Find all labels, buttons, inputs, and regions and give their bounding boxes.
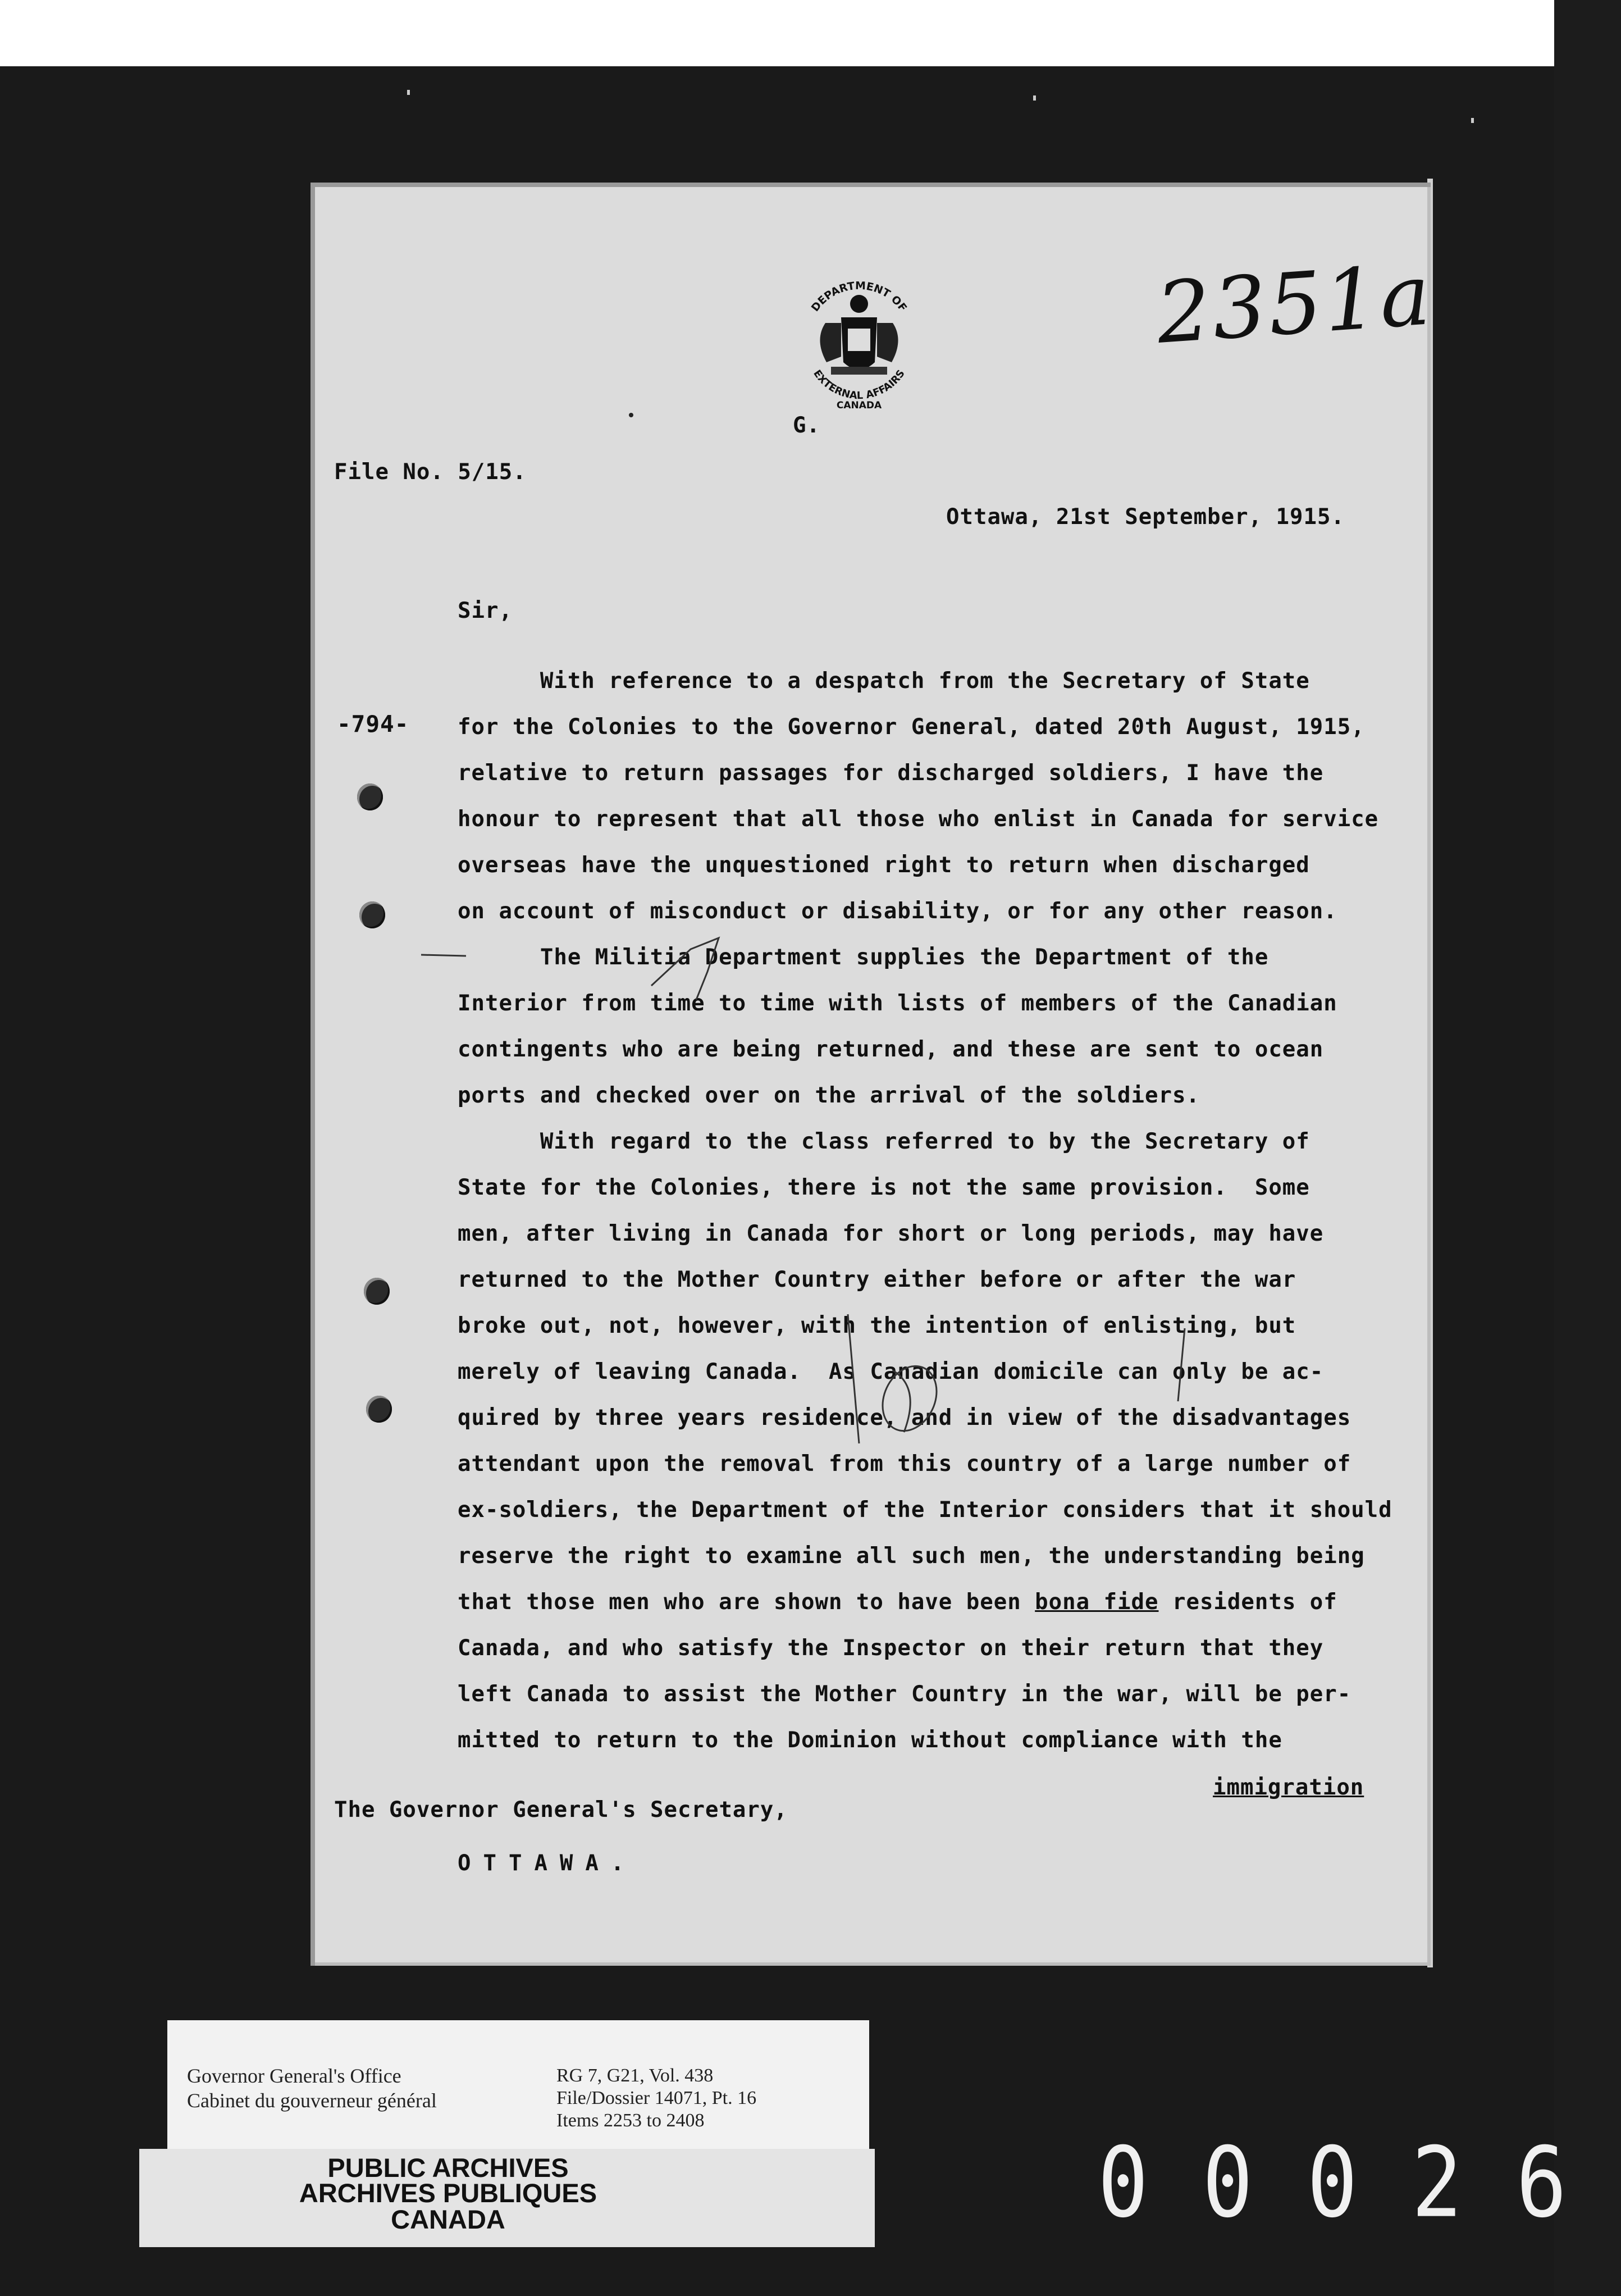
addressee: The Governor General's Secretary, [334,1797,788,1823]
film-speck [407,90,410,95]
handwritten-item-number: 2351a [1153,246,1436,363]
body-line: returned to the Mother Country either before or after the war [458,1267,1296,1292]
stamp-line-2: ARCHIVES PUBLIQUES [299,2178,597,2208]
body-line: The Militia Department supplies the Department of the [458,945,1269,970]
stamp-line-1: PUBLIC ARCHIVES [327,2153,569,2183]
coat-of-arms-icon [792,267,926,413]
film-speck [1471,118,1474,123]
frame-number: 00026 [1098,2126,1621,2240]
punch-hole-icon [364,1278,390,1305]
item-range: Items 2253 to 2408 [556,2110,705,2131]
catchword: immigration [1213,1775,1364,1800]
body-line: mitted to return to the Dominion without compliance with the [458,1728,1282,1753]
body-line: attendant upon the removal from this country of a large number of [458,1451,1351,1477]
punch-hole-icon [357,783,383,810]
record-group: RG 7, G21, Vol. 438 [556,2065,714,2086]
body-line-text: residents of [1158,1589,1337,1615]
salutation: Sir, [458,598,513,623]
film-speck [1033,95,1036,101]
addressee-city: OTTAWA. [458,1851,637,1876]
file-dossier: File/Dossier 14071, Pt. 16 [556,2088,757,2108]
archive-label-card [167,2020,869,2149]
body-line: broke out, not, however, with the intention of enlisting, but [458,1313,1296,1338]
body-line: on account of misconduct or disability, or for any other reason. [458,899,1337,924]
margin-reference: -794- [337,710,409,737]
body-line: merely of leaving Canada. As Canadian domicile can only be ac- [458,1359,1324,1384]
body-line: reserve the right to examine all such men, the understanding being [458,1543,1365,1569]
body-line: relative to return passages for discharged soldiers, I have the [458,760,1324,786]
dot-mark [629,413,633,417]
body-line: honour to represent that all those who enlist in Canada for service [458,807,1379,832]
body-line: overseas have the unquestioned right to return when discharged [458,853,1310,878]
crest-bottom-text: EXTERNAL AFFAIRS [811,367,907,402]
office-english: Governor General's Office [187,2065,401,2087]
body-line: contingents who are being returned, and these are sent to ocean [458,1037,1324,1062]
body-line: ports and checked over on the arrival of the soldiers. [458,1083,1200,1108]
body-line: With reference to a despatch from the Secretary of State [458,668,1310,694]
body-line: left Canada to assist the Mother Country in the war, will be per- [458,1682,1351,1707]
office-french: Cabinet du gouverneur général [187,2089,437,2112]
body-line: State for the Colonies, there is not the same provision. Some [458,1175,1310,1200]
body-line: men, after living in Canada for short or long periods, may have [458,1221,1324,1246]
public-archives-stamp [139,2149,875,2247]
body-line: for the Colonies to the Governor General, dated 20th August, 1915, [458,714,1365,740]
body-line: ex-soldiers, the Department of the Interior considers that it should [458,1497,1392,1523]
file-number: File No. 5/15. [334,459,527,485]
bona-fide-underlined: bona fide [1035,1589,1159,1615]
punch-hole-icon [359,901,385,928]
body-line: Canada, and who satisfy the Inspector on their return that they [458,1636,1324,1661]
crest-top-text: DEPARTMENT OF [809,279,910,314]
stamp-line-3: CANADA [391,2204,505,2234]
body-line: quired by three years residence, and in view of the disadvantages [458,1405,1351,1431]
top-margin [0,0,1554,66]
body-line-text: that those men who are shown to have been [458,1589,1035,1615]
punch-hole-icon [366,1396,392,1423]
body-line: Interior from time to time with lists of members of the Canadian [458,991,1337,1016]
body-line [458,1591,1401,1613]
crest-letter: G. [793,413,820,438]
crest-country: CANADA [836,400,882,411]
letter-date: Ottawa, 21st September, 1915. [946,504,1345,530]
body-line: With regard to the class referred to by the Secretary of [458,1129,1310,1154]
